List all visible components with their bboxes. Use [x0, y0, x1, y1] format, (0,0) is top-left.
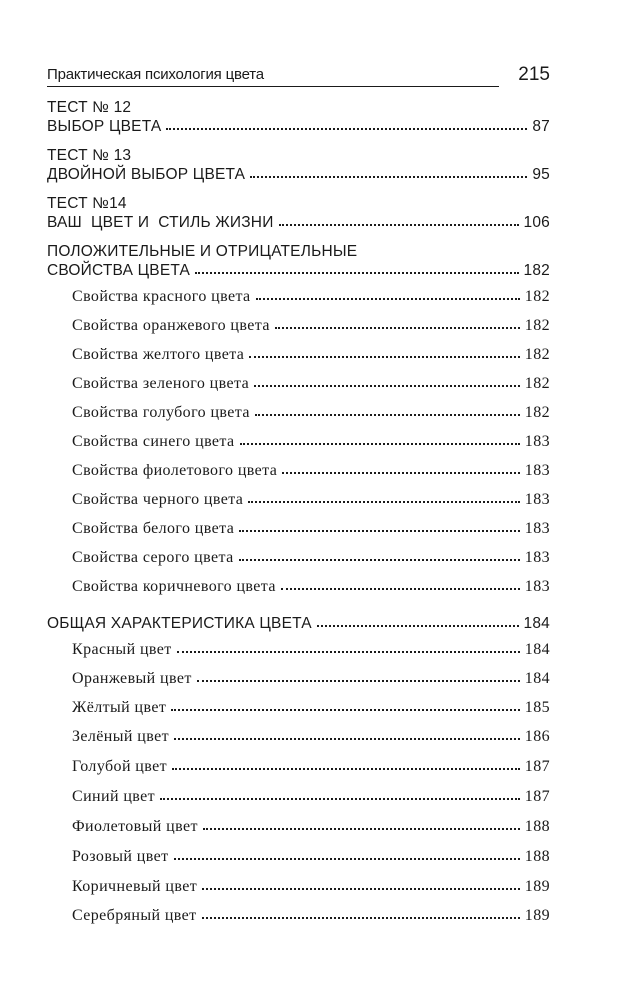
toc-subentry-title: Свойства желтого цвета — [72, 346, 245, 363]
toc-subentry[interactable] — [72, 491, 550, 509]
dot-leader — [254, 385, 520, 387]
toc-entry-page: 87 — [532, 118, 550, 135]
dot-leader — [239, 530, 520, 532]
toc-entry-characteristics[interactable] — [47, 615, 550, 633]
toc-entry-page: 106 — [523, 214, 550, 231]
toc-subentry-page: 182 — [524, 288, 550, 305]
toc-subentry-title: Свойства коричневого цвета — [72, 578, 276, 595]
toc-subentry-title: Коричневый цвет — [72, 878, 198, 895]
toc-subentry[interactable] — [72, 699, 550, 717]
toc-subentry[interactable] — [72, 818, 550, 836]
toc-subentry-page: 187 — [524, 758, 550, 775]
toc-entry-page: 184 — [523, 615, 550, 632]
dot-leader — [160, 798, 520, 800]
toc-subentry-title: Оранжевый цвет — [72, 670, 192, 687]
toc-entry-page: 95 — [532, 166, 550, 183]
toc-subentry-title: Свойства черного цвета — [72, 491, 244, 508]
toc-subentry[interactable] — [72, 670, 550, 688]
toc-subentry-title: Свойства зеленого цвета — [72, 375, 250, 392]
dot-leader — [203, 828, 520, 830]
toc-subentry[interactable] — [72, 641, 550, 659]
dot-leader — [317, 625, 519, 627]
toc-entry-test-13[interactable] — [47, 166, 550, 184]
dot-leader — [249, 356, 519, 358]
toc-subentry-page: 183 — [524, 433, 550, 450]
dot-leader — [177, 651, 520, 653]
toc-subentry[interactable] — [72, 878, 550, 896]
toc-subentry-page: 186 — [524, 728, 550, 745]
toc-heading-properties: ПОЛОЖИТЕЛЬНЫЕ И ОТРИЦАТЕЛЬНЫЕ — [47, 243, 358, 260]
toc-subentry-title: Свойства белого цвета — [72, 520, 235, 537]
toc-subentry-title: Жёлтый цвет — [72, 699, 167, 716]
dot-leader — [174, 738, 520, 740]
page-number: 215 — [518, 64, 550, 85]
toc-subentry-title: Свойства голубого цвета — [72, 404, 250, 421]
dot-leader — [279, 224, 519, 226]
toc-subentry[interactable] — [72, 907, 550, 925]
toc-subentry-page: 184 — [524, 641, 550, 658]
toc-subentry-page: 189 — [524, 907, 550, 924]
header-rule — [47, 86, 499, 87]
toc-subentry[interactable] — [72, 462, 550, 480]
toc-subentry-page: 183 — [524, 462, 550, 479]
toc-entry-title: ДВОЙНОЙ ВЫБОР ЦВЕТА — [47, 166, 246, 183]
dot-leader — [282, 472, 520, 474]
dot-leader — [275, 327, 520, 329]
toc-subentry-page: 182 — [524, 375, 550, 392]
toc-subentry-page: 183 — [524, 491, 550, 508]
running-title: Практическая психология цвета — [47, 66, 264, 83]
toc-subentry-page: 182 — [524, 317, 550, 334]
dot-leader — [281, 588, 520, 590]
toc-entry-title: СВОЙСТВА ЦВЕТА — [47, 262, 191, 279]
toc-subentry-title: Фиолетовый цвет — [72, 818, 198, 835]
dot-leader — [197, 680, 520, 682]
toc-heading-test-14: ТЕСТ №14 — [47, 195, 127, 212]
dot-leader — [250, 176, 527, 178]
toc-subentry-page: 184 — [524, 670, 550, 687]
toc-subentry-page: 185 — [524, 699, 550, 716]
toc-subentry[interactable] — [72, 848, 550, 866]
toc-subentry-title: Красный цвет — [72, 641, 172, 658]
toc-subentry[interactable] — [72, 788, 550, 806]
toc-entry-page: 182 — [523, 262, 550, 279]
toc-subentry[interactable] — [72, 375, 550, 393]
toc-subentry[interactable] — [72, 433, 550, 451]
toc-subentry-title: Свойства оранжевого цвета — [72, 317, 270, 334]
dot-leader — [256, 298, 520, 300]
dot-leader — [202, 888, 520, 890]
toc-subentry-title: Свойства серого цвета — [72, 549, 234, 566]
running-header — [47, 64, 550, 92]
dot-leader — [195, 272, 518, 274]
toc-subentry[interactable] — [72, 288, 550, 306]
toc-subentry-page: 183 — [524, 549, 550, 566]
toc-subentry[interactable] — [72, 317, 550, 335]
dot-leader — [172, 768, 520, 770]
toc-entry-properties[interactable] — [47, 262, 550, 280]
toc-heading-test-13: ТЕСТ № 13 — [47, 147, 132, 164]
toc-subentry-title: Свойства синего цвета — [72, 433, 235, 450]
toc-subentry-page: 182 — [524, 404, 550, 421]
toc-subentry-title: Свойства фиолетового цвета — [72, 462, 278, 479]
dot-leader — [255, 414, 520, 416]
toc-subentry-title: Розовый цвет — [72, 848, 169, 865]
toc-subentry-page: 188 — [524, 818, 550, 835]
toc-entry-title: ВЫБОР ЦВЕТА — [47, 118, 162, 135]
toc-subentry-page: 182 — [524, 346, 550, 363]
toc-subentry-title: Серебряный цвет — [72, 907, 197, 924]
toc-subentry-title: Голубой цвет — [72, 758, 168, 775]
toc-heading-test-12: ТЕСТ № 12 — [47, 99, 132, 116]
toc-subentry[interactable] — [72, 549, 550, 567]
dot-leader — [174, 858, 520, 860]
toc-entry-test-14[interactable] — [47, 214, 550, 232]
toc-subentry-title: Зелёный цвет — [72, 728, 169, 745]
dot-leader — [248, 501, 519, 503]
toc-subentry[interactable] — [72, 758, 550, 776]
dot-leader — [166, 128, 527, 130]
toc-subentry[interactable] — [72, 520, 550, 538]
toc-subentry[interactable] — [72, 578, 550, 596]
toc-subentry-title: Синий цвет — [72, 788, 156, 805]
toc-entry-test-12[interactable] — [47, 118, 550, 136]
toc-subentry[interactable] — [72, 346, 550, 364]
toc-subentry-page: 183 — [524, 578, 550, 595]
toc-subentry-page: 189 — [524, 878, 550, 895]
dot-leader — [202, 917, 520, 919]
toc-subentry[interactable] — [72, 728, 550, 746]
toc-entry-title: ВАШ ЦВЕТ И СТИЛЬ ЖИЗНИ — [47, 214, 274, 231]
dot-leader — [239, 559, 520, 561]
toc-entry-title: ОБЩАЯ ХАРАКТЕРИСТИКА ЦВЕТА — [47, 615, 312, 632]
dot-leader — [240, 443, 520, 445]
toc-subentry-page: 187 — [524, 788, 550, 805]
toc-subentry-title: Свойства красного цвета — [72, 288, 251, 305]
toc-subentry[interactable] — [72, 404, 550, 422]
toc-subentry-page: 188 — [524, 848, 550, 865]
toc-subentry-page: 183 — [524, 520, 550, 537]
dot-leader — [171, 709, 520, 711]
